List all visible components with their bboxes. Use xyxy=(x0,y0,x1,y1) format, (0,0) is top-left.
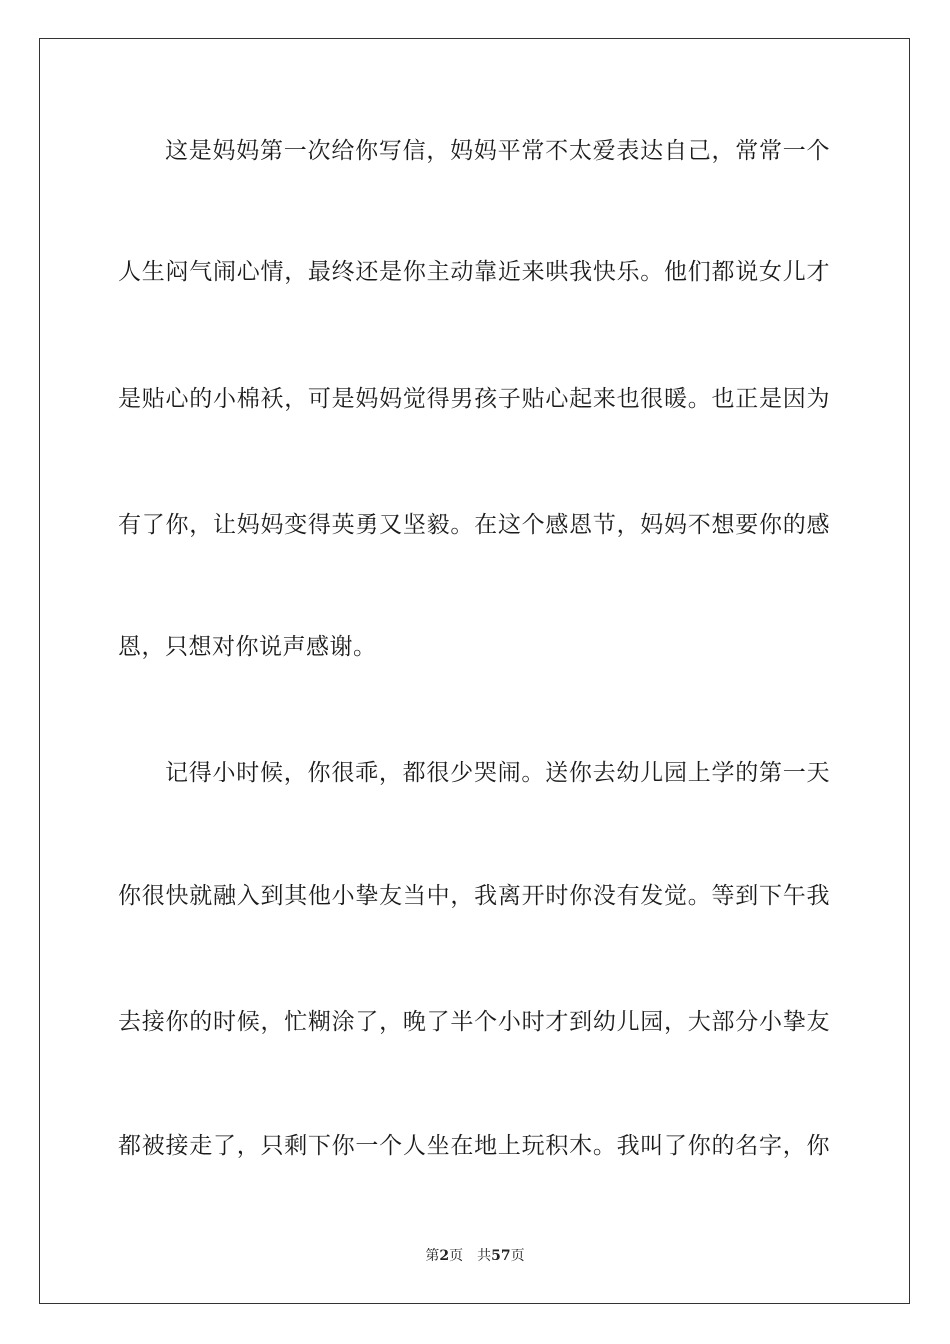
text-line: 去接你的时候，忙糊涂了，晚了半个小时才到幼儿园，大部分小挚友 xyxy=(118,1009,830,1035)
page-prefix: 第 xyxy=(425,1248,440,1264)
total-prefix: 共 xyxy=(477,1248,492,1264)
total-suffix: 页 xyxy=(510,1248,525,1264)
text-line: 你很快就融入到其他小挚友当中，我离开时你没有发觉。等到下午我 xyxy=(118,883,830,909)
page-suffix: 页 xyxy=(449,1248,464,1264)
total-pages: 57 xyxy=(491,1248,511,1264)
text-line: 都被接走了，只剩下你一个人坐在地上玩积木。我叫了你的名字，你 xyxy=(118,1133,830,1159)
text-line: 记得小时候，你很乖，都很少哭闹。送你去幼儿园上学的第一天 xyxy=(165,760,830,786)
page-footer xyxy=(0,1247,950,1265)
page-border xyxy=(39,38,910,1304)
text-line: 恩，只想对你说声感谢。 xyxy=(118,634,377,660)
text-line: 这是妈妈第一次给你写信，妈妈平常不太爱表达自己，常常一个 xyxy=(165,138,830,164)
text-line: 人生闷气闹心情，最终还是你主动靠近来哄我快乐。他们都说女儿才 xyxy=(118,259,830,285)
page-number: 2 xyxy=(439,1248,450,1264)
text-line: 是贴心的小棉袄，可是妈妈觉得男孩子贴心起来也很暖。也正是因为 xyxy=(118,386,830,412)
text-line: 有了你，让妈妈变得英勇又坚毅。在这个感恩节，妈妈不想要你的感 xyxy=(118,512,830,538)
